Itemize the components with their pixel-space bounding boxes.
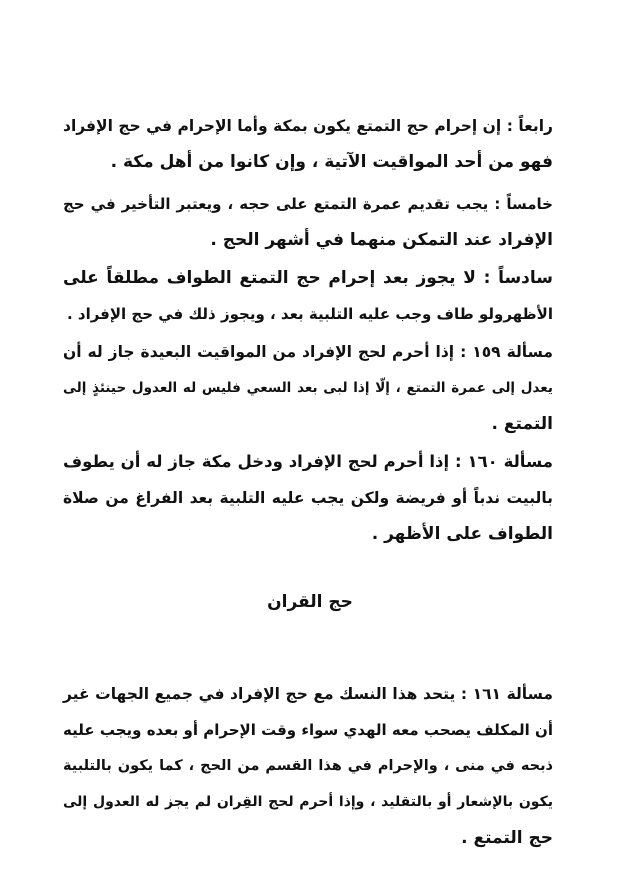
text-line: خامساً : يجب تقديم عمرة التمتع على حجه ، ويعتبر التأخير في حج [63, 195, 553, 213]
paragraph-fifth [63, 186, 553, 258]
text-line: حج التمتع . [461, 828, 553, 848]
text-line: مسألة ١٥٩ : إذا أحرم لحج الإفراد من المواقيت البعيدة جاز له أن [63, 343, 553, 361]
text-line: يكون بالإشعار أو بالتقليد ، وإذا أحرم لحج القِران لم يجز له العدول إلى [63, 794, 553, 810]
paragraph-lead: مسألة ١٦١ : [460, 685, 553, 703]
text-line: مسألة ١٦٠ : إذا أحرم لحج الإفراد ودخل مكة جاز له أن يطوف [63, 452, 553, 471]
text-line: ذبحه في منى ، والإحرام في هذا القسم من الحج ، كما يكون بالتلبية [63, 758, 553, 774]
text-line: أن المكلف يصحب معه الهدي سواء وقت الإحرام أو بعده ويجب عليه [63, 721, 553, 739]
text-line: رابعاً : إن إحرام حج التمتع يكون بمكة وأما الإحرام في حج الإفراد [63, 117, 553, 135]
text-line: مسألة ١٦١ : يتحد هذا النسك مع حج الإفراد في جميع الجهات غير [63, 685, 553, 703]
paragraph-lead: رابعاً : [506, 117, 553, 135]
paragraph-issue-161 [63, 676, 553, 856]
text-line: بالبيت ندباً أو فريضة ولكن يجب عليه التلبية بعد الفراغ من صلاة [63, 489, 553, 507]
text-line: التمتع . [491, 414, 553, 434]
text-line: الطواف على الأظهر . [371, 524, 553, 544]
text-line: يعدل إلى عمرة التمتع ، إلّا إذا لبى بعد السعي فليس له العدول حينئذٍ إلى [63, 380, 553, 396]
text-line: سادساً : لا يجوز بعد إحرام حج التمتع الطواف مطلقاً على [63, 268, 553, 288]
paragraph-lead: خامساً : [494, 195, 553, 213]
paragraph-lead: مسألة ١٥٩ : [460, 343, 553, 361]
paragraph-lead: سادساً : [483, 268, 553, 288]
section-heading: حج القران [267, 592, 353, 612]
text-line: فهو من أحد المواقيت الآتية ، وإن كانوا من أهل مكة . [110, 152, 553, 172]
paragraph-issue-159 [63, 334, 553, 442]
paragraph-sixth [63, 260, 553, 332]
paragraph-issue-160 [63, 444, 553, 552]
paragraph-lead: مسألة ١٦٠ : [455, 452, 553, 471]
paragraph-fourth [63, 108, 553, 180]
text-line: الأظهرولو طاف وجب عليه التلبية بعد ، ويجوز ذلك في حج الإفراد . [66, 305, 553, 323]
text-line: الإفراد عند التمكن منهما في أشهر الحج . [210, 230, 553, 250]
